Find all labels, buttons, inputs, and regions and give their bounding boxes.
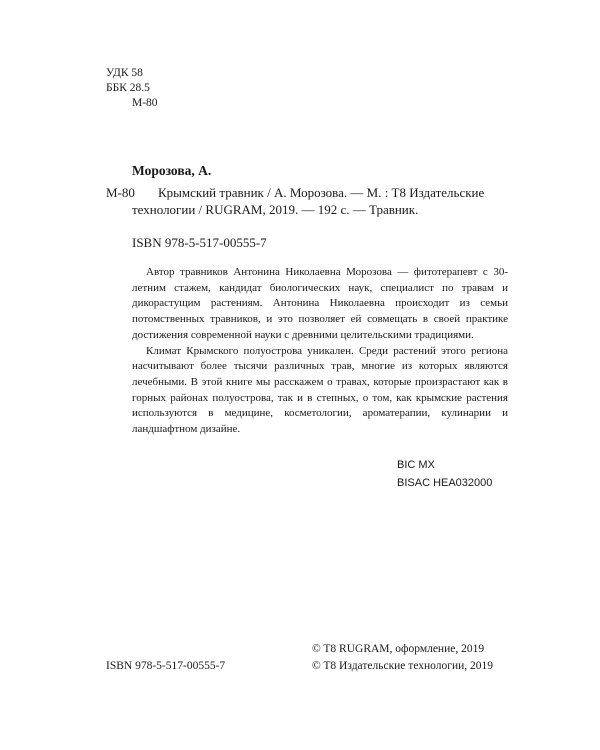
isbn-main: ISBN 978-5-517-00555-7	[132, 235, 267, 250]
bisac-code: BISAC HEA032000	[397, 477, 493, 489]
copyright-design: © T8 RUGRAM, оформление, 2019	[312, 643, 485, 655]
isbn-bottom: ISBN 978-5-517-00555-7	[106, 660, 226, 672]
author-sign-top: М-80	[132, 97, 158, 109]
annotation-paragraph-1: Автор травников Антонина Николаевна Морозова — фитотерапевт с 30-летним стажем, кандидат биологических наук, специалист по травам и дикорастущим растениям. Антонина Николаевна происходит из семьи потомственных травников, и это позволяет ей совмещать в своей практике достижения современной науки с древними целительскими традициями.	[132, 266, 508, 341]
bbk-line: ББК 28.5	[106, 82, 150, 94]
bic-code: BIC MX	[397, 459, 435, 471]
udk-line: УДК 58	[106, 67, 143, 79]
author-sign-left: М-80	[106, 185, 135, 200]
bib-line-2: технологии / RUGRAM, 2019. — 192 с. — Травник.	[132, 202, 419, 217]
annotation	[132, 265, 508, 438]
author-heading: Морозова, А.	[132, 163, 212, 178]
bib-line-1: Крымский травник / А. Морозова. — М. : T8 Издательские	[158, 185, 485, 200]
copyright-publisher: © T8 Издательские технологии, 2019	[312, 660, 494, 672]
annotation-paragraph-2: Климат Крымского полуострова уникален. Среди растений этого региона насчитывают более тысячи различных трав, многие из которых являются лечебными. В этой книге мы расскажем о травах, которые произрастают как в горных районах полуострова, так и в степных, о том, как крымские растения используются в медицине, косметологии, ароматерапии, кулинарии и ландшафтном дизайне.	[132, 344, 508, 436]
